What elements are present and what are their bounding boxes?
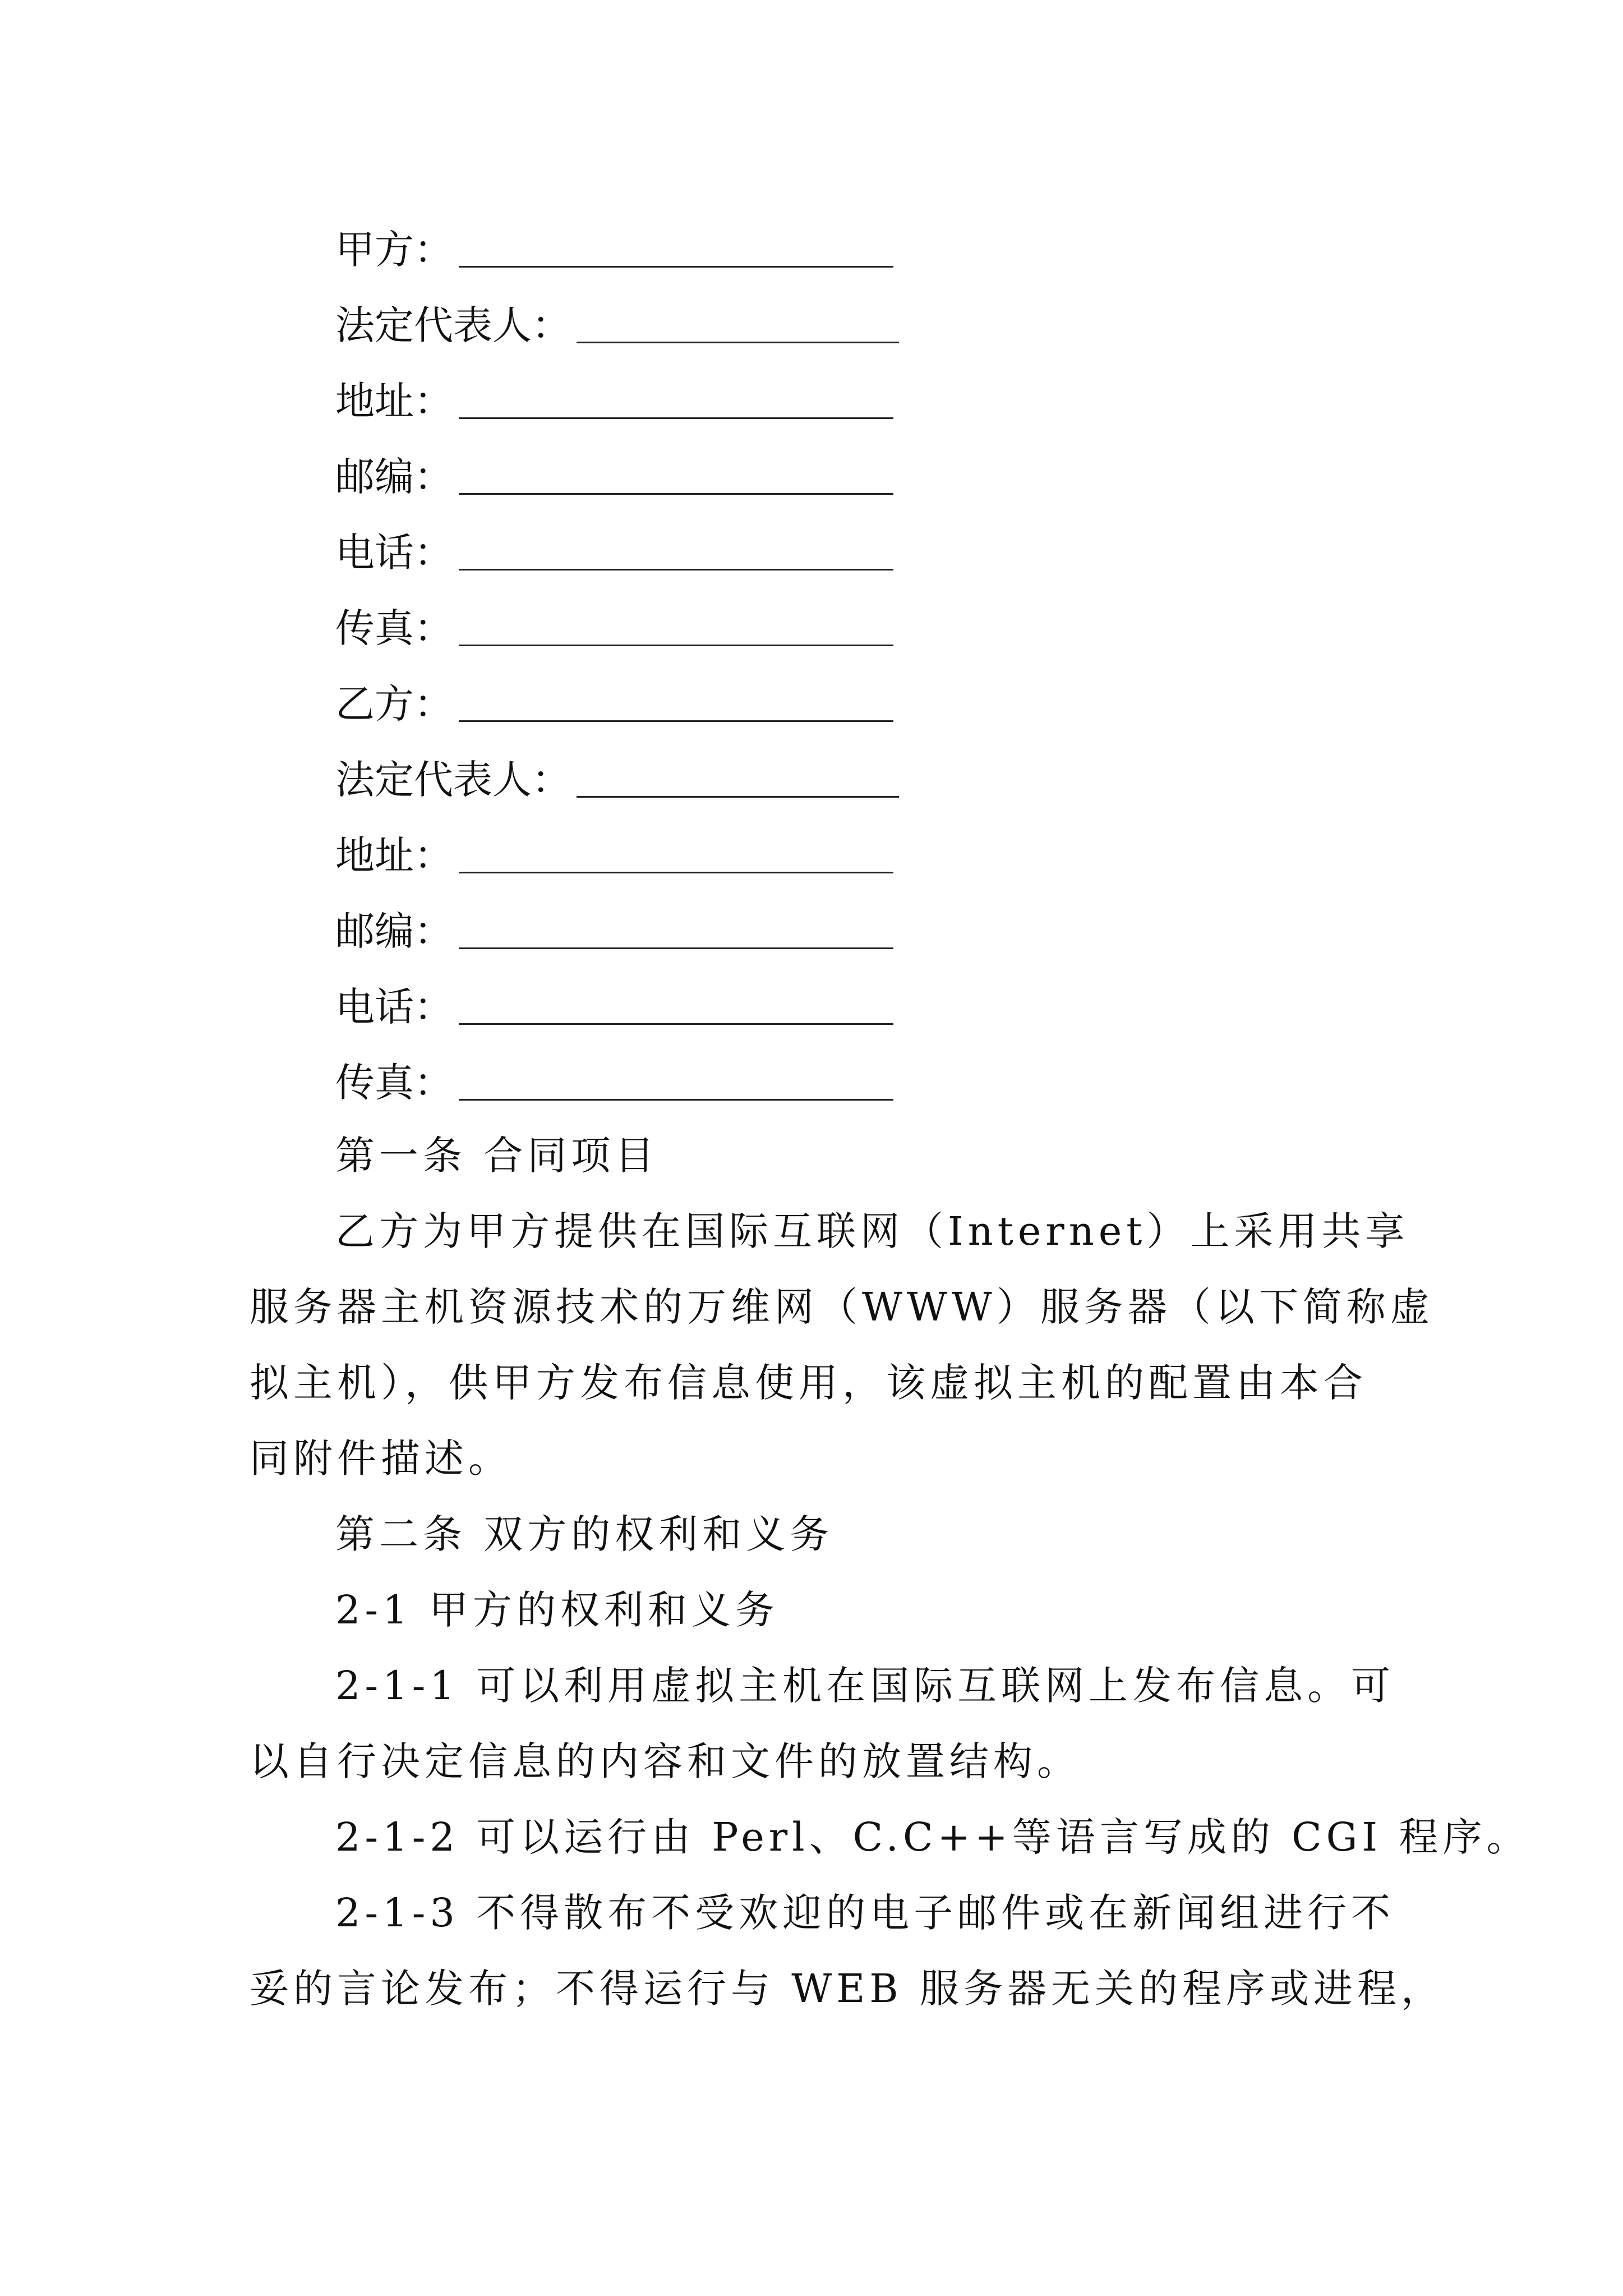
party-b-phone-blank[interactable] xyxy=(459,1023,893,1025)
party-b-name-field xyxy=(335,673,893,735)
party-b-fax-blank[interactable] xyxy=(459,1099,893,1101)
party-b-postcode-blank[interactable] xyxy=(459,947,893,949)
clause-2-1-3-line: 妥的言论发布；不得运行与 WEB 服务器无关的程序或进程， xyxy=(250,1966,1445,2012)
party-a-address-label: 地址： xyxy=(335,378,453,424)
party-a-address-blank[interactable] xyxy=(459,417,893,419)
party-a-address-field xyxy=(335,370,893,432)
party-b-fax-field xyxy=(335,1052,893,1114)
article-1-line: 服务器主机资源技术的万维网（WWW）服务器（以下简称虚 xyxy=(250,1284,1434,1330)
party-b-address-blank[interactable] xyxy=(459,872,893,873)
party-a-name-field xyxy=(335,219,893,280)
article-1-line: 乙方为甲方提供在国际互联网（Internet）上采用共享 xyxy=(335,1208,1409,1254)
clause-2-1-1-line: 2-1-1 可以利用虚拟主机在国际互联网上发布信息。可 xyxy=(335,1663,1395,1709)
article-2-heading: 第二条 双方的权利和义务 xyxy=(335,1511,834,1557)
party-a-phone-field xyxy=(335,522,893,583)
article-1-line: 拟主机），供甲方发布信息使用，该虚拟主机的配置由本合 xyxy=(250,1360,1367,1406)
party-a-representative-field xyxy=(335,295,899,356)
party-a-representative-blank[interactable] xyxy=(577,342,899,343)
party-a-postcode-blank[interactable] xyxy=(459,493,893,495)
party-a-phone-blank[interactable] xyxy=(459,569,893,570)
party-b-name-blank[interactable] xyxy=(459,720,893,722)
clause-2-1-2-line: 2-1-2 可以运行由 Perl、C.C++等语言写成的 CGI 程序。 xyxy=(335,1814,1530,1860)
party-b-representative-field xyxy=(335,749,899,811)
article-2-subheading: 2-1 甲方的权利和义务 xyxy=(335,1587,779,1633)
party-b-address-label: 地址： xyxy=(335,832,453,878)
clause-2-1-3-line: 2-1-3 不得散布不受欢迎的电子邮件或在新闻组进行不 xyxy=(335,1890,1395,1936)
party-a-fax-blank[interactable] xyxy=(459,645,893,646)
party-a-fax-field xyxy=(335,597,893,659)
article-1-heading: 第一条 合同项目 xyxy=(335,1133,659,1179)
party-b-representative-blank[interactable] xyxy=(577,796,899,798)
article-1-line: 同附件描述。 xyxy=(250,1435,512,1481)
party-a-fax-label: 传真： xyxy=(335,605,453,651)
party-a-name-blank[interactable] xyxy=(459,266,893,268)
party-a-representative-label: 法定代表人： xyxy=(335,302,571,348)
party-a-name-label: 甲方： xyxy=(335,227,453,273)
party-b-phone-field xyxy=(335,976,893,1038)
party-a-phone-label: 电话： xyxy=(335,530,453,576)
clause-2-1-1-line: 以自行决定信息的内容和文件的放置结构。 xyxy=(250,1738,1081,1784)
party-b-phone-label: 电话： xyxy=(335,984,453,1030)
party-b-name-label: 乙方： xyxy=(335,681,453,727)
party-b-representative-label: 法定代表人： xyxy=(335,757,571,803)
party-a-postcode-field xyxy=(335,446,893,508)
party-b-fax-label: 传真： xyxy=(335,1060,453,1106)
party-b-postcode-label: 邮编： xyxy=(335,908,453,954)
party-a-postcode-label: 邮编： xyxy=(335,454,453,500)
party-b-postcode-field xyxy=(335,900,893,962)
party-b-address-field xyxy=(335,825,893,886)
